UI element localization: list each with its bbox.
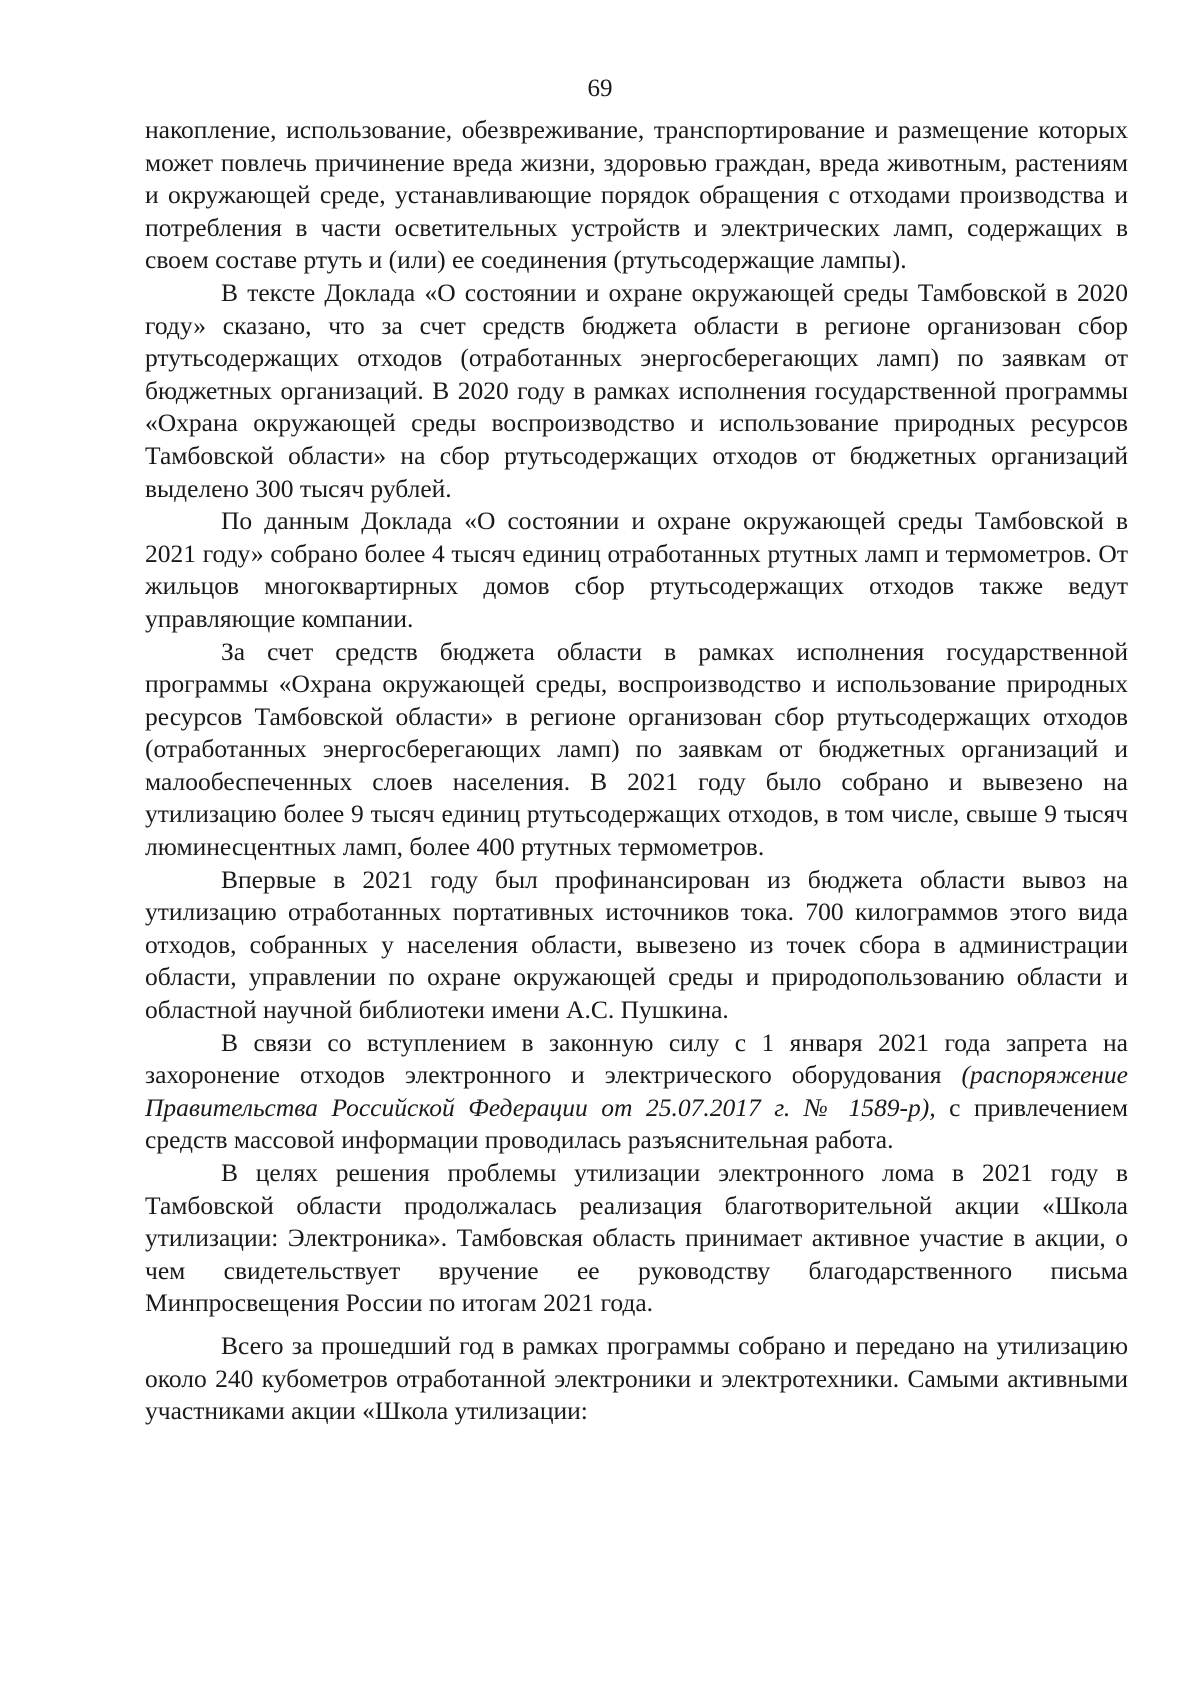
paragraph-report-2020: В тексте Доклада «О состоянии и охране окружающей среды Тамбовской в 2020 году» сказано, что за счет средств бюджета области в регионе организован сбор ртутьсодержащих отходов (отработанных энергосберегающих ламп) по заявкам от бюджетных организаций. В 2020 году в рамках исполнения государственной программы «Охрана окружающей среды воспроизводство и использование природных ресурсов Тамбовской области» на сбор ртутьсодержащих отходов от бюджетных организаций выделено 300 тысяч рублей. xyxy=(145,277,1128,503)
landfill-ban-text-end: с привлечением средств массовой информации проводилась разъяснительная работа. xyxy=(145,1092,1128,1155)
paragraph-battery-disposal: Впервые в 2021 году был профинансирован из бюджета области вывоз на утилизацию отработанных портативных источников тока. 700 килограммов этого вида отходов, собранных у населения области, вывезено из точек сбора в администрации области, управлении по охране окружающей среды и природопользованию области и областной научной библиотеки имени А.С. Пушкина. xyxy=(145,864,1128,1025)
page-number: 69 xyxy=(587,75,613,102)
document-body xyxy=(145,114,1128,1428)
paragraph-continuation: накопление, использование, обезвреживание, транспортирование и размещение которых может повлечь причинение вреда жизни, здоровью граждан, вреда животным, растениям и окружающей среде, устанавливающие порядок обращения с отходами производства и потребления в части осветительных устройств и электрических ламп, содержащих в своем составе ртуть и (или) ее соединения (ртутьсодержащие лампы). xyxy=(145,115,1128,275)
paragraph-report-2021: По данным Доклада «О состоянии и охране окружающей среды Тамбовской в 2021 году» собрано более 4 тысяч единиц отработанных ртутных ламп и термометров. От жильцов многоквартирных домов сбор ртутьсодержащих отходов также ведут управляющие компании. xyxy=(145,506,1128,633)
paragraph-landfill-ban xyxy=(145,1027,1128,1157)
landfill-ban-text: В связи со вступлением в законную силу с 1 января 2021 года запрета на захоронение отходов электронного и электрического оборудования xyxy=(145,1027,1128,1090)
decree-reference: (распоряжение Правительства Российской Федерации от 25.07.2017 г. № 1589-р), xyxy=(145,1060,1128,1122)
paragraph-program-results: Всего за прошедший год в рамках программы собрано и передано на утилизацию около 240 кубометров отработанной электроники и электротехники. Самыми активными участниками акции «Школа утилизации: xyxy=(145,1330,1128,1426)
paragraph-school-recycling: В целях решения проблемы утилизации электронного лома в 2021 году в Тамбовской области продолжалась реализация благотворительной акции «Школа утилизации: Электроника». Тамбовская область принимает активное участие в акции, о чем свидетельствует вручение ее руководству благодарственного письма Минпросвещения России по итогам 2021 года. xyxy=(145,1158,1128,1318)
paragraph-budget-collection: За счет средств бюджета области в рамках исполнения государственной программы «Охрана окружающей среды, воспроизводство и использование природных ресурсов Тамбовской области» в регионе организован сбор ртутьсодержащих отходов (отработанных энергосберегающих ламп) по заявкам от бюджетных организаций и малообеспеченных слоев населения. В 2021 году было собрано и вывезено на утилизацию более 9 тысяч единиц ртутьсодержащих отходов, в том числе, свыше 9 тысяч люминесцентных ламп, более 400 ртутных термометров. xyxy=(145,636,1128,862)
